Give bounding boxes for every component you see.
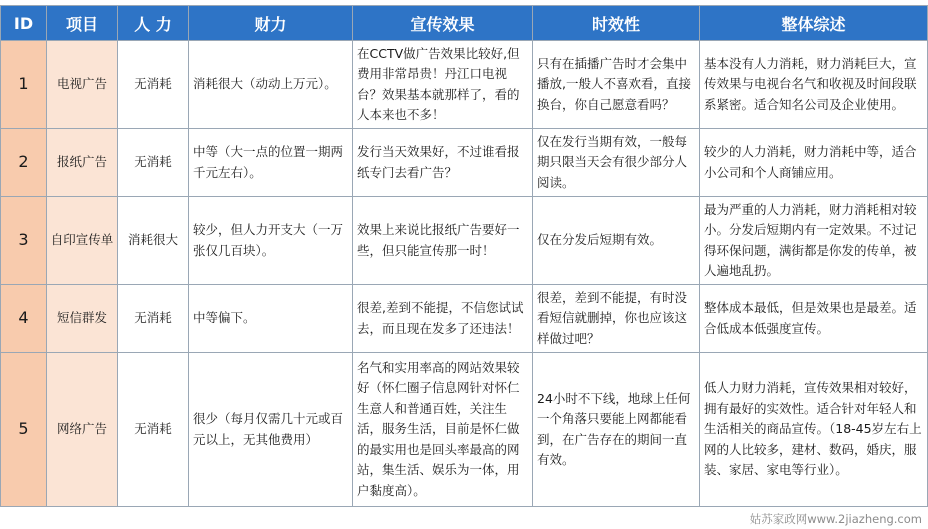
row-manpower: 无消耗 — [118, 353, 189, 507]
table-row — [1, 197, 928, 285]
row-project: 报纸广告 — [47, 129, 118, 197]
row-effect: 在CCTV做广告效果比较好,但费用非常昂贵！丹江口电视台？效果基本就那样了，看的人本来也不多！ — [353, 41, 533, 129]
row-project: 自印宣传单 — [47, 197, 118, 285]
row-manpower: 无消耗 — [118, 285, 189, 353]
row-effect: 名气和实用率高的网站效果较好（怀仁圈子信息网针对怀仁生意人和普通百姓，关注生活，服务生活，目前是怀仁做的最实用也是回头率最高的网站，集生活、娱乐为一体，用户黏度高）。 — [353, 353, 533, 507]
table-row — [1, 285, 928, 353]
row-timeliness: 仅在发行当期有效，一般每期只限当天会有很少部分人阅读。 — [533, 129, 700, 197]
row-money: 较少，但人力开支大（一万张仅几百块）。 — [189, 197, 353, 285]
row-summary: 最为严重的人力消耗，财力消耗相对较小。分发后短期内有一定效果。不过记得环保问题，满街都是你发的传单，被人遍地乱扔。 — [700, 197, 928, 285]
row-effect: 效果上来说比报纸广告要好一些，但只能宣传那一时！ — [353, 197, 533, 285]
table-row — [1, 353, 928, 507]
row-id: 2 — [1, 129, 47, 197]
row-summary: 整体成本最低，但是效果也是最差。适合低成本低强度宣传。 — [700, 285, 928, 353]
table-row — [1, 41, 928, 129]
row-money: 中等（大一点的位置一期两千元左右）。 — [189, 129, 353, 197]
row-project: 网络广告 — [47, 353, 118, 507]
row-timeliness: 很差，差到不能提，有时没看短信就删掉，你也应该这样做过吧？ — [533, 285, 700, 353]
row-id: 3 — [1, 197, 47, 285]
header-project: 项目 — [47, 6, 118, 41]
row-money: 中等偏下。 — [189, 285, 353, 353]
row-id: 1 — [1, 41, 47, 129]
row-timeliness: 仅在分发后短期有效。 — [533, 197, 700, 285]
header-effect: 宣传效果 — [353, 6, 533, 41]
row-id: 4 — [1, 285, 47, 353]
row-summary: 较少的人力消耗，财力消耗中等，适合小公司和个人商铺应用。 — [700, 129, 928, 197]
row-id: 5 — [1, 353, 47, 507]
row-summary: 基本没有人力消耗，财力消耗巨大，宣传效果与电视台名气和收视及时间段联系紧密。适合知名公司及企业使用。 — [700, 41, 928, 129]
table-row — [1, 129, 928, 197]
row-manpower: 无消耗 — [118, 129, 189, 197]
header-id: ID — [1, 6, 47, 41]
row-money: 消耗很大（动动上万元）。 — [189, 41, 353, 129]
header-manpower: 人 力 — [118, 6, 189, 41]
row-effect: 很差,差到不能提，不信您试试去，而且现在发多了还违法！ — [353, 285, 533, 353]
header-summary: 整体综述 — [700, 6, 928, 41]
row-summary: 低人力财力消耗，宣传效果相对较好，拥有最好的实效性。适合针对年轻人和生活相关的商品宣传。（18-45岁左右上网的人比较多，建材、数码，婚庆，服装、家居、家电等行业）。 — [700, 353, 928, 507]
row-effect: 发行当天效果好，不过谁看报纸专门去看广告？ — [353, 129, 533, 197]
row-timeliness: 24小时不下线，地球上任何一个角落只要能上网都能看到，在广告存在的期间一直有效。 — [533, 353, 700, 507]
comparison-table — [0, 5, 928, 507]
row-timeliness: 只有在插播广告时才会集中播放,一般人不喜欢看，直接换台，你自己愿意看吗？ — [533, 41, 700, 129]
row-project: 电视广告 — [47, 41, 118, 129]
header-money: 财力 — [189, 6, 353, 41]
header-row — [1, 6, 928, 41]
watermark-footer: 姑苏家政网www.2jiazheng.com — [749, 512, 922, 526]
header-timeliness: 时效性 — [533, 6, 700, 41]
row-project: 短信群发 — [47, 285, 118, 353]
row-manpower: 无消耗 — [118, 41, 189, 129]
row-manpower: 消耗很大 — [118, 197, 189, 285]
row-money: 很少（每月仅需几十元或百元以上，无其他费用） — [189, 353, 353, 507]
